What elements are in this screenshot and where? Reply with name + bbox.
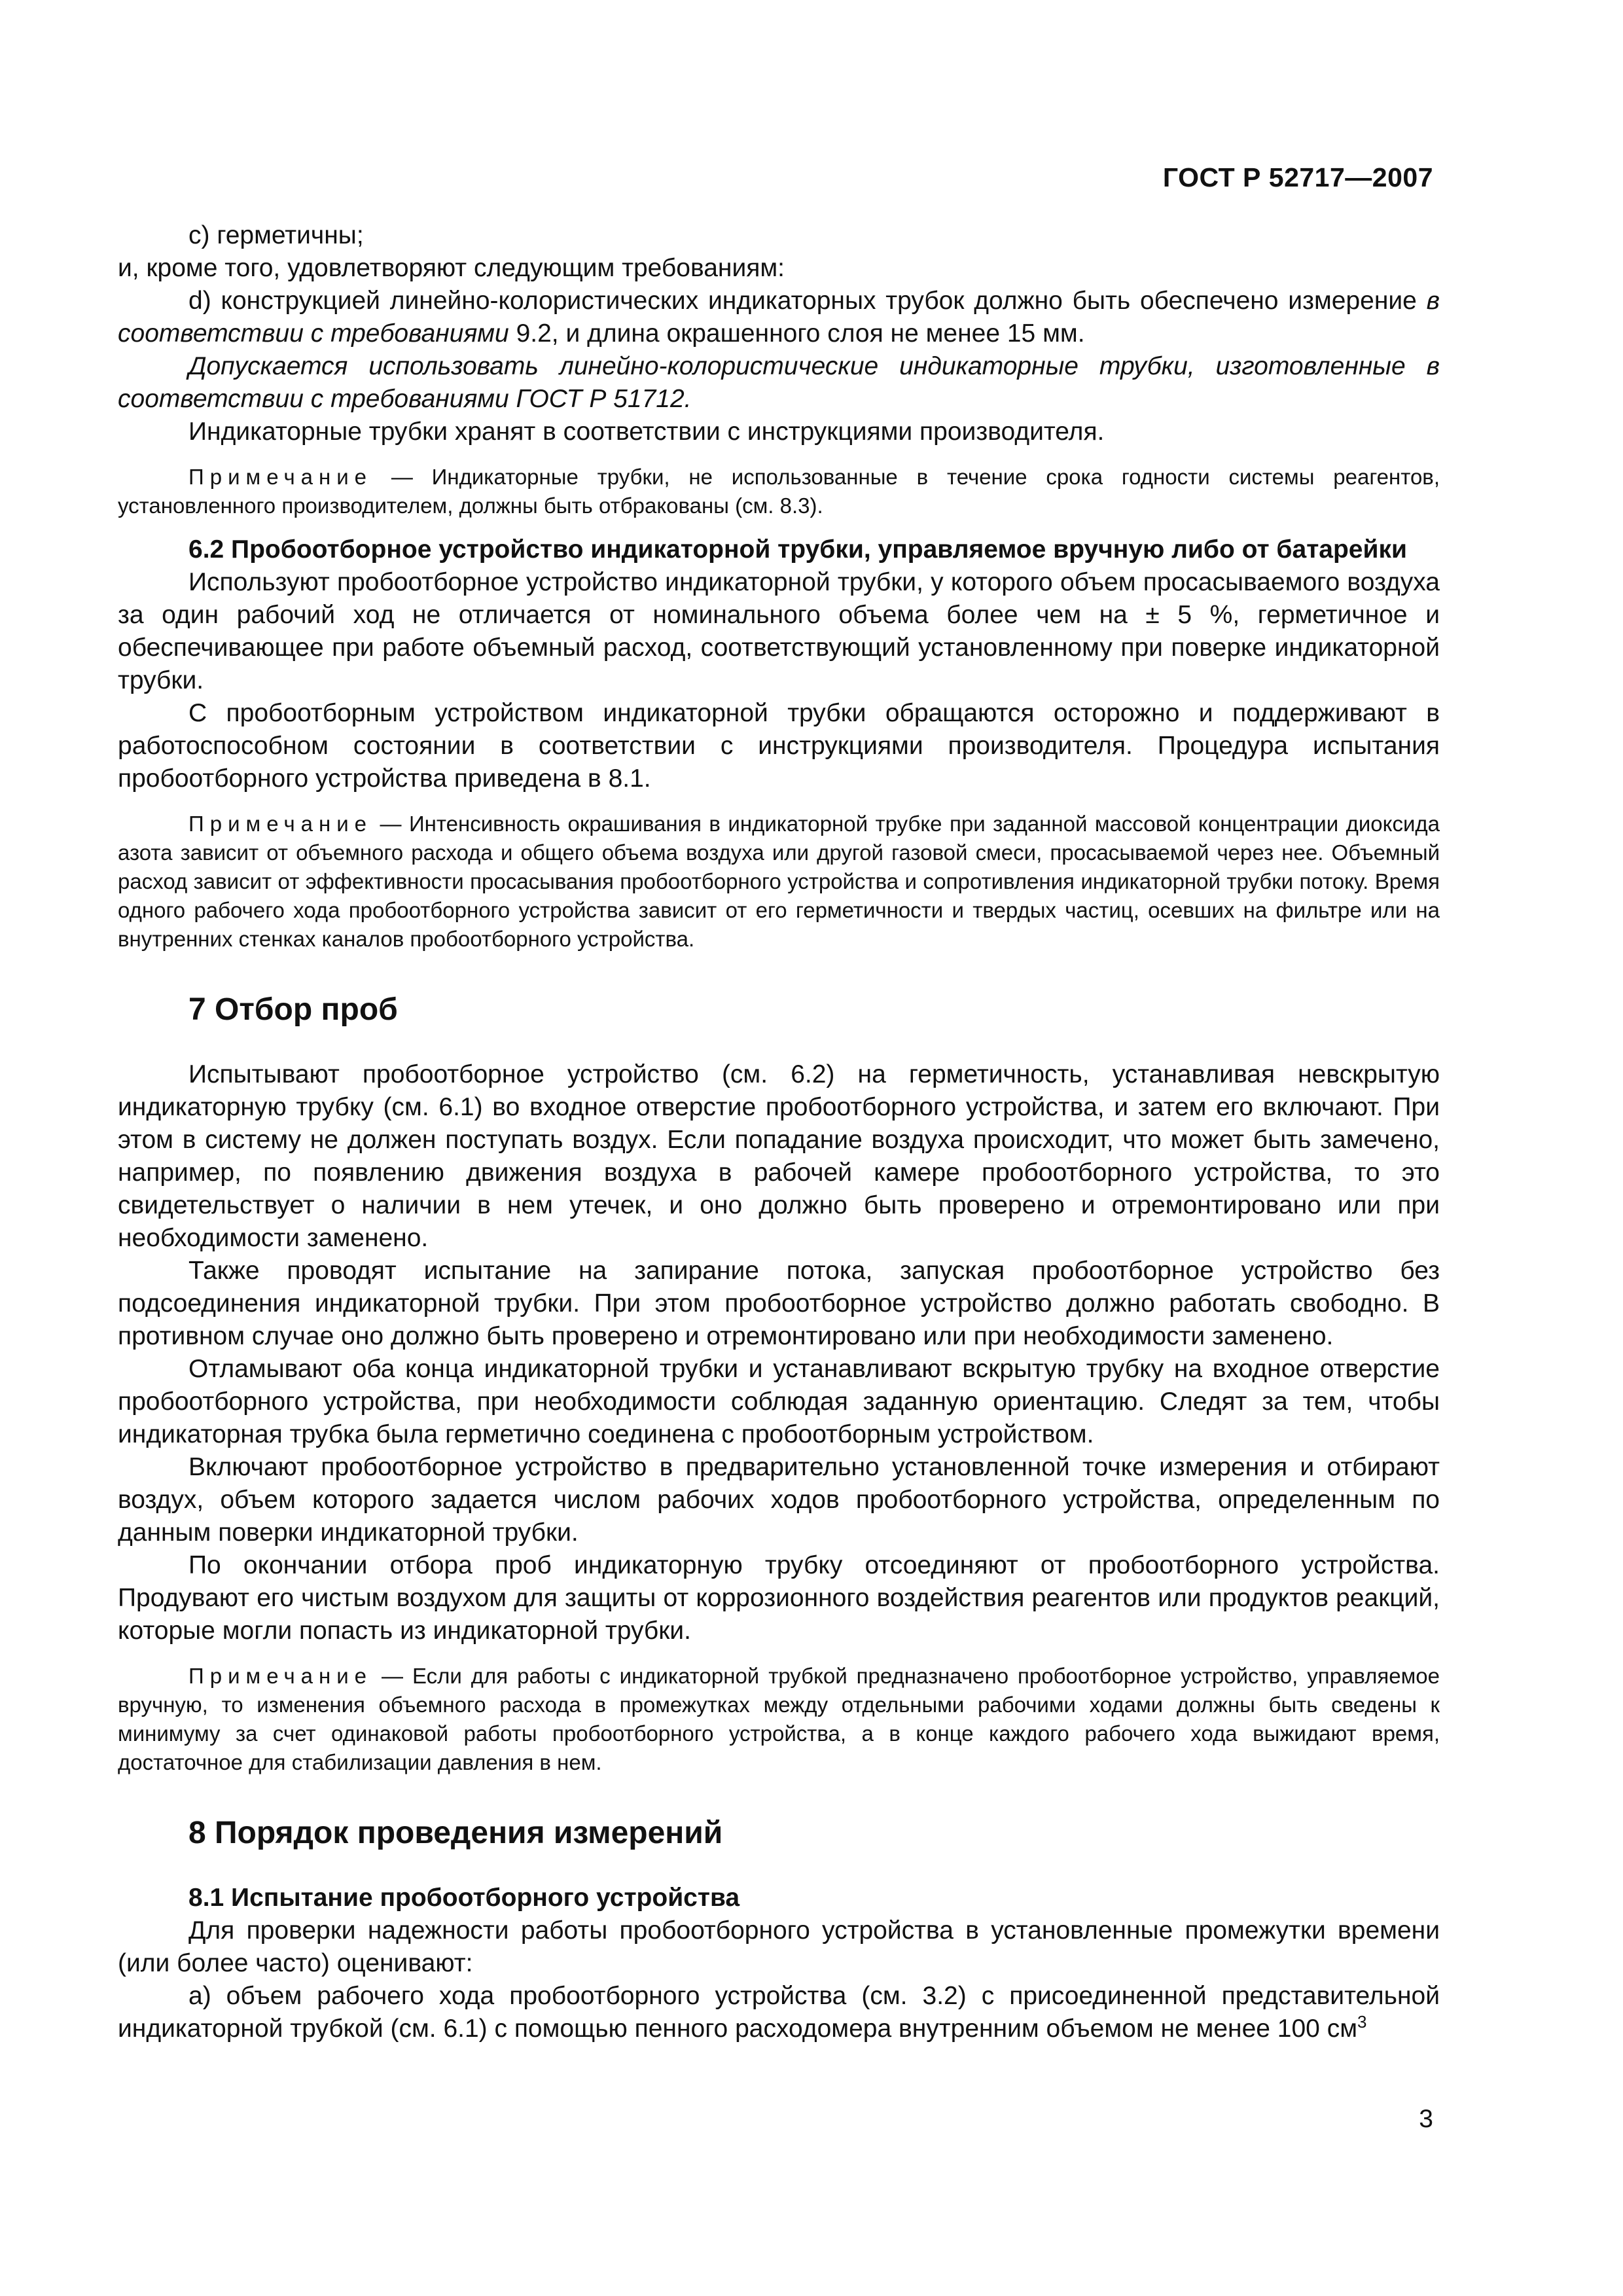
note-6-2 — [118, 810, 1440, 954]
subsection-heading-8-1: 8.1 Испытание пробоотборного устройства — [188, 1884, 740, 1912]
s62-paragraph-2: С пробоотборным устройством индикаторной трубки обращаются осторожно и поддерживают в работоспособном состоянии в соответствии с инструкциями производителя. Процедура испытания пробоотборного устройства приведена в 8.1. — [118, 699, 1440, 793]
page-content — [118, 219, 1440, 2045]
s7-paragraph-3: Отламывают оба конца индикаторной трубки и устанавливают вскрытую трубку на входное отверстие пробоотборного устройства, при необходимости соблюдая заданную ориентацию. Следят за тем, чтобы индикаторная трубка была герметично соединена с пробоотборным устройством. — [118, 1355, 1440, 1448]
item-d-italic: в соответствии с требованиями — [118, 287, 1440, 348]
page-number: 3 — [1419, 2105, 1433, 2133]
s62-paragraph-1: Используют пробоотборное устройство индикаторной трубки, у которого объем просасываемого воздуха за один рабочий ход не отличается от номинального объема более чем на ± 5 %, герметичное и обеспечивающее при работе объемный расход, соответствующий установленному при поверке индикаторной трубки. — [118, 568, 1440, 694]
note-top — [118, 463, 1440, 520]
s7-paragraph-5: По окончании отбора проб индикаторную трубку отсоединяют от пробоотборного устройства. Продувают его чистым воздухом для защиты от коррозионного воздействия реагентов или продуктов реакций, которые могли попасть из индикаторной трубки. — [118, 1551, 1440, 1645]
document-code: ГОСТ Р 52717—2007 — [1162, 162, 1433, 192]
section-heading-7: 7 Отбор проб — [188, 992, 398, 1027]
item-a-text: а) объем рабочего хода пробоотборного устройства (см. 3.2) с присоединенной представительной индикаторной трубкой (см. 6.1) с помощью пенного расходомера внутренним объемом не менее 100 см — [118, 1982, 1440, 2043]
requirements-intro: и, кроме того, удовлетворяют следующим требованиям: — [118, 254, 785, 282]
item-d-tail: 9.2, и длина окрашенного слоя не менее 15 мм. — [508, 319, 1085, 348]
note-label: Примечание — [188, 812, 373, 836]
s8-paragraph-1: Для проверки надежности работы пробоотборного устройства в установленные промежутки времени (или более часто) оценивают: — [118, 1916, 1440, 1977]
note-text: — Интенсивность окрашивания в индикаторной трубке при заданной массовой концентрации диоксида азота зависит от объемного расхода и общего объема воздуха или другой газовой смеси, просасываемой через нее. Объемный расход зависит от эффективности просасывания пробоотборного устройства и сопротивления индикаторной трубки потоку. Время одного рабочего хода пробоотборного устройства зависит от его герметичности и твердых частиц, осевших на фильтре или на внутренних стенках каналов пробоотборного устройства. — [118, 812, 1440, 951]
item-a-superscript: 3 — [1357, 2012, 1367, 2032]
s7-paragraph-4: Включают пробоотборное устройство в предварительно установленной точке измерения и отбирают воздух, объем которого задается числом рабочих ходов пробоотборного устройства, определенным по данным поверки индикаторной трубки. — [118, 1453, 1440, 1547]
subsection-heading-6-2: 6.2 Пробоотборное устройство индикаторной трубки, управляемое вручную либо от батарейки — [188, 535, 1407, 564]
item-d-text: d) конструкцией линейно-колористических индикаторных трубок должно быть обеспечено измерение — [188, 287, 1427, 315]
storage-paragraph: Индикаторные трубки хранят в соответствии с инструкциями производителя. — [188, 418, 1105, 446]
item-c: c) герметичны; — [188, 221, 364, 249]
section-heading-8: 8 Порядок проведения измерений — [188, 1816, 723, 1850]
s7-paragraph-2: Также проводят испытание на запирание потока, запуская пробоотборное устройство без подсоединения индикаторной трубки. При этом пробоотборное устройство должно работать свободно. В противном случае оно должно быть проверено и отремонтировано или при необходимости заменено. — [118, 1257, 1440, 1350]
note-text: — Индикаторные трубки, не использованные в течение срока годности системы реагентов, установленного производителем, должны быть отбракованы (см. 8.3). — [118, 465, 1440, 518]
note-label: Примечание — [188, 465, 373, 489]
item-d — [118, 285, 1440, 350]
s7-paragraph-1: Испытывают пробоотборное устройство (см. 6.2) на герметичность, устанавливая невскрытую индикаторную трубку (см. 6.1) во входное отверстие пробоотборного устройства, и затем его включают. При этом в систему не должен поступать воздух. Если попадание воздуха происходит, что может быть замечено, например, по появлению движения воздуха в рабочей камере пробоотборного устройства, то это свидетельствует о наличии в нем утечек, и оно должно быть проверено и отремонтировано или при необходимости заменено. — [118, 1060, 1440, 1252]
allowed-paragraph: Допускается использовать линейно-колористические индикаторные трубки, изготовленные в соответствии с требованиями ГОСТ Р 51712. — [118, 352, 1440, 413]
note-7 — [118, 1662, 1440, 1777]
note-label: Примечание — [188, 1664, 373, 1688]
note-text: — Если для работы с индикаторной трубкой предназначено пробоотборное устройство, управляемое вручную, то изменения объемного расхода в промежутках между отдельными рабочими ходами должны быть сведены к минимуму за счет одинаковой работы пробоотборного устройства, а в конце каждого рабочего хода выжидают время, достаточное для стабилизации давления в нем. — [118, 1664, 1440, 1774]
item-a — [118, 1980, 1440, 2045]
